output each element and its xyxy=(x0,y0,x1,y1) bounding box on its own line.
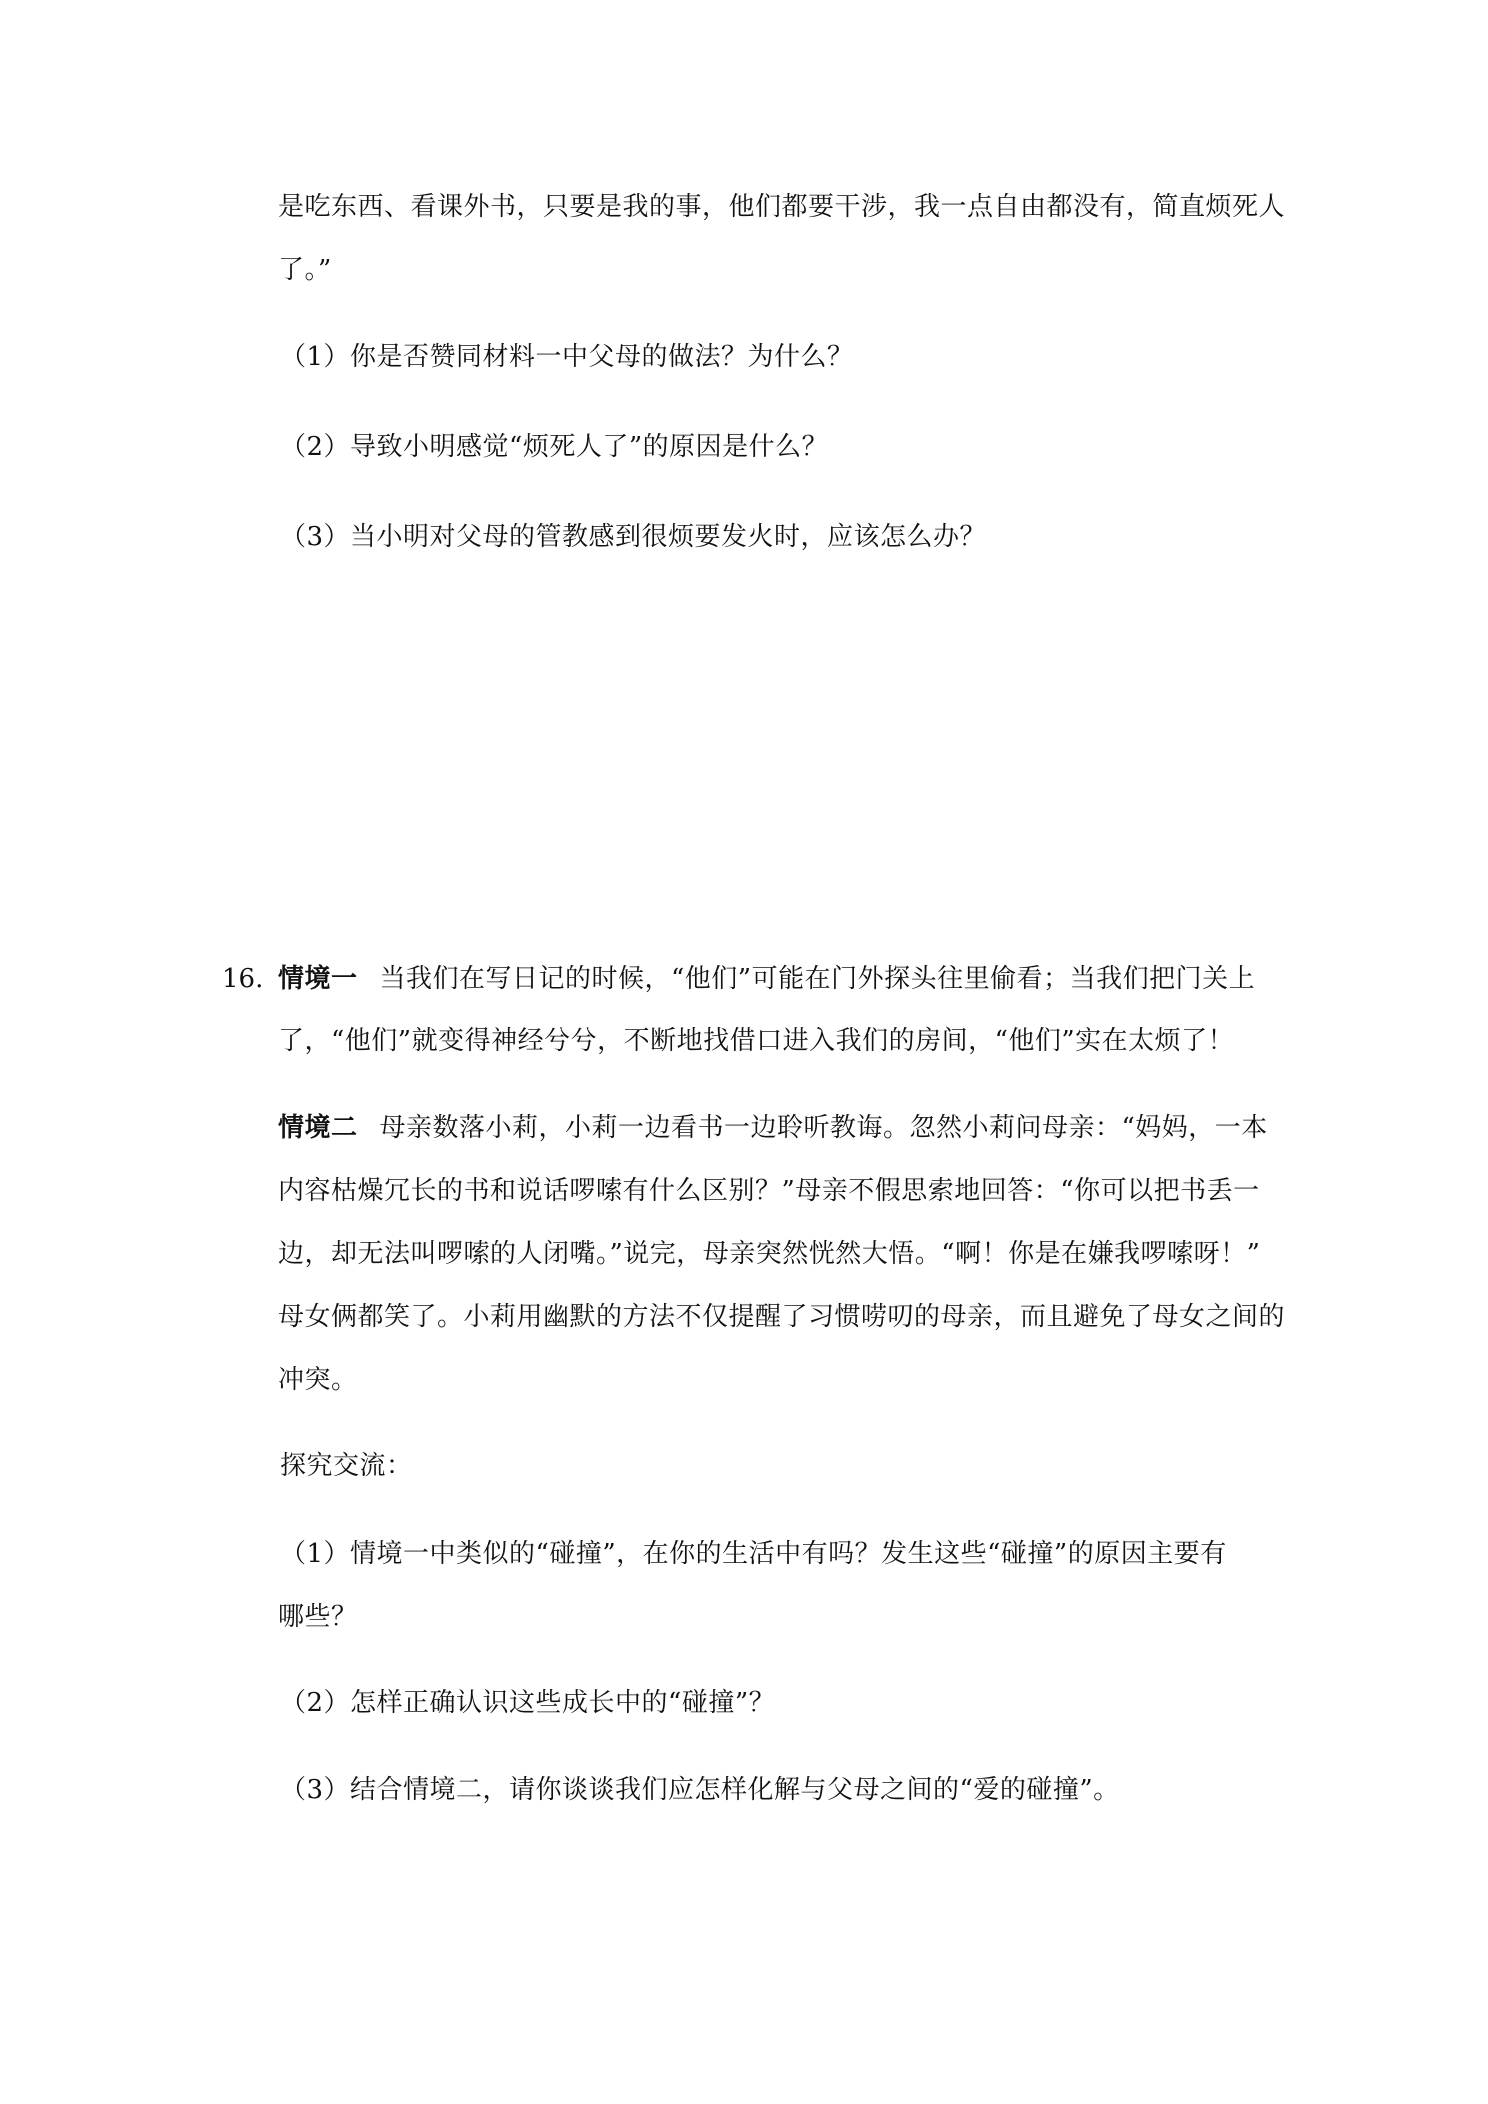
question-2: （2）导致小明感觉“烦死人了”的原因是什么？ xyxy=(280,432,829,462)
scene1-line-2: 了，“他们”就变得神经兮兮，不断地找借口进入我们的房间，“他们”实在太烦了！ xyxy=(278,1026,1235,1056)
sub-question-1-line-1: （1）情境一中类似的“碰撞”，在你的生活中有吗？发生这些“碰撞”的原因主要有 xyxy=(280,1539,1227,1569)
question-number-16: 16. xyxy=(222,964,264,994)
question-1: （1）你是否赞同材料一中父母的做法？为什么？ xyxy=(280,342,854,372)
scene1-line-1 xyxy=(278,962,1255,996)
scene2-line-1 xyxy=(278,1111,1268,1145)
scene2-label: 情境二 xyxy=(278,1113,358,1143)
scene2-line-2: 内容枯燥冗长的书和说话啰嗦有什么区别？”母亲不假思索地回答：“你可以把书丢一 xyxy=(278,1176,1260,1206)
scene2-text-1: 母亲数落小莉，小莉一边看书一边聆听教诲。忽然小莉问母亲：“妈妈，一本 xyxy=(379,1113,1268,1143)
explore-label: 探究交流： xyxy=(280,1451,413,1481)
sub-question-1-line-2: 哪些？ xyxy=(278,1602,358,1632)
scene1-label: 情境一 xyxy=(278,964,358,994)
scene2-line-4: 母女俩都笑了。小莉用幽默的方法不仅提醒了习惯唠叨的母亲，而且避免了母女之间的 xyxy=(278,1302,1286,1332)
sub-question-3: （3）结合情境二，请你谈谈我们应怎样化解与父母之间的“爱的碰撞”。 xyxy=(280,1775,1120,1805)
sub-question-2: （2）怎样正确认识这些成长中的“碰撞”？ xyxy=(280,1688,776,1718)
question-3: （3）当小明对父母的管教感到很烦要发火时，应该怎么办？ xyxy=(280,522,987,552)
continuation-text-line-2: 了。” xyxy=(278,255,332,285)
scene1-text-1: 当我们在写日记的时候，“他们”可能在门外探头往里偷看；当我们把门关上 xyxy=(379,964,1256,994)
scene2-line-5: 冲突。 xyxy=(278,1365,358,1395)
continuation-text-line-1: 是吃东西、看课外书，只要是我的事，他们都要干涉，我一点自由都没有，简直烦死人 xyxy=(278,192,1286,222)
scene2-line-3: 边，却无法叫啰嗦的人闭嘴。”说完，母亲突然恍然大悟。“啊！你是在嫌我啰嗦呀！” xyxy=(278,1239,1261,1269)
